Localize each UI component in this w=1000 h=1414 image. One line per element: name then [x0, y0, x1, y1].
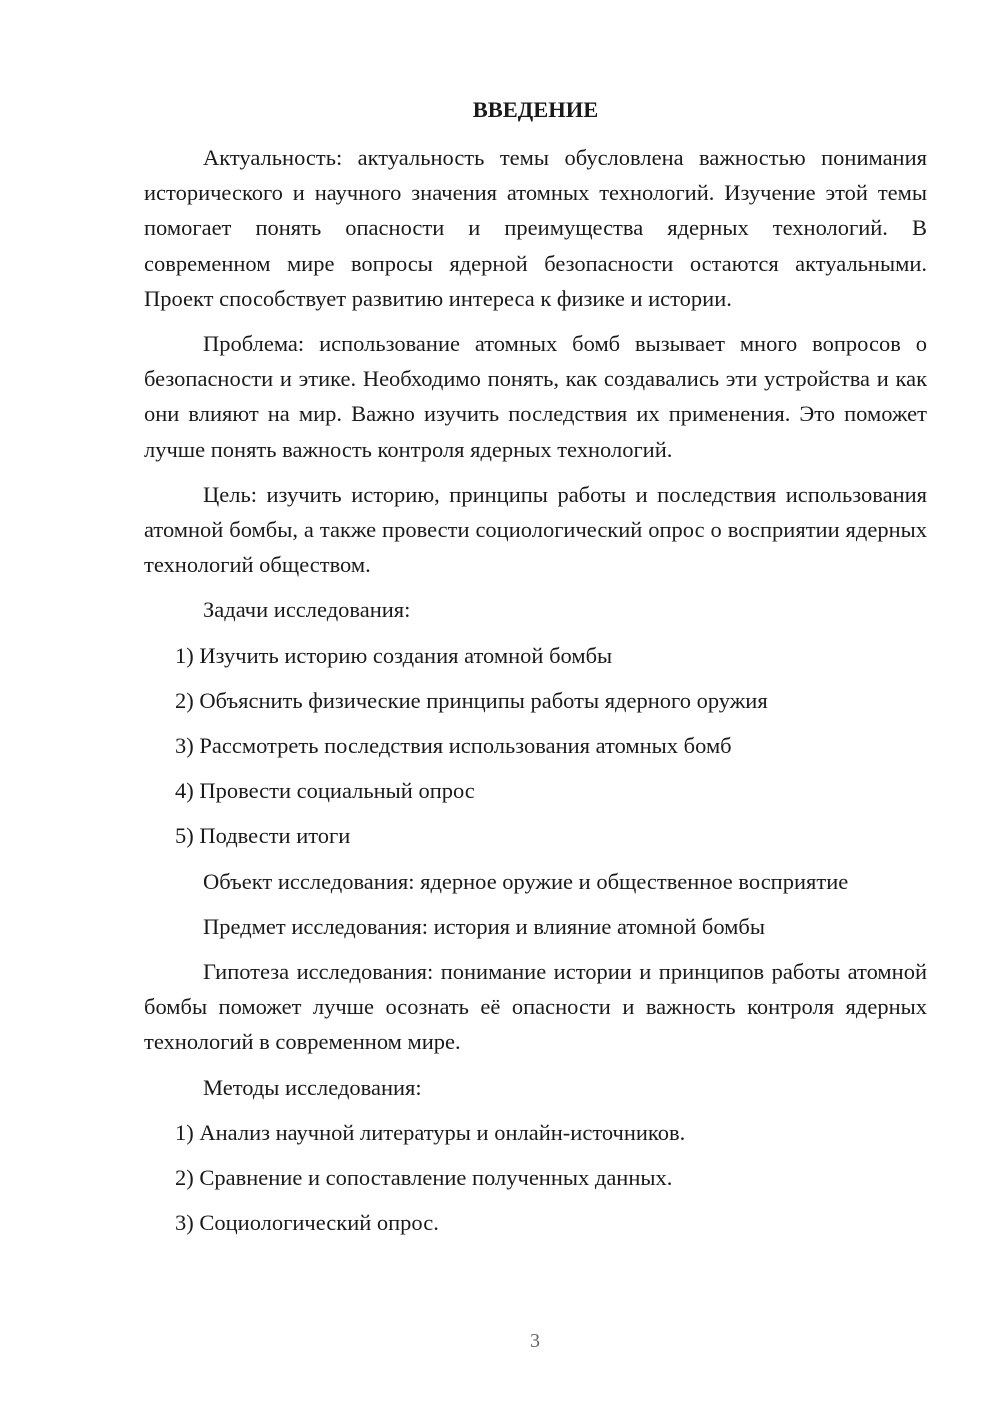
- research-object: Объект исследования: ядерное оружие и общественное восприятие: [203, 868, 849, 894]
- list-item: 4) Провести социальный опрос: [175, 778, 475, 804]
- document-page: [144, 92, 927, 1250]
- list-item: 3) Социологический опрос.: [175, 1210, 439, 1236]
- methods-list: [144, 1115, 927, 1241]
- hypothesis-paragraph: Гипотеза исследования: понимание истории и принципов работы атомной бомбы поможет лучше осознать её опасности и важность контроля ядерных технологий в современном мире.: [144, 959, 927, 1055]
- list-item: 3) Рассмотреть последствия использования атомных бомб: [175, 733, 732, 759]
- relevance-paragraph: Актуальность: актуальность темы обусловлена важностью понимания исторического и научного значения атомных технологий. Изучение этой темы помогает понять опасности и преимущества ядерных технологий. В современном мире вопросы ядерной безопасности остаются актуальными. Проект способствует развитию интереса к физике и истории.: [144, 145, 927, 311]
- goal-paragraph: Цель: изучить историю, принципы работы и последствия использования атомной бомбы, а также провести социологический опрос о восприятии ядерных технологий обществом.: [144, 481, 927, 578]
- section-heading: ВВЕДЕНИЕ: [472, 97, 599, 122]
- tasks-title: Задачи исследования:: [203, 597, 411, 623]
- list-item: 1) Изучить историю создания атомной бомбы: [175, 642, 613, 668]
- page-number: 3: [530, 1330, 540, 1352]
- list-item: 1) Анализ научной литературы и онлайн-источников.: [175, 1119, 686, 1145]
- list-item: 2) Объяснить физические принципы работы ядерного оружия: [175, 687, 768, 713]
- research-subject: Предмет исследования: история и влияние атомной бомбы: [203, 913, 765, 939]
- problem-paragraph: Проблема: использование атомных бомб вызывает много вопросов о безопасности и этике. Необходимо понять, как создавались эти устройства и как они влияют на мир. Важно изучить последствия их применения. Это поможет лучше понять важность контроля ядерных технологий.: [144, 331, 927, 462]
- methods-title: Методы исследования:: [203, 1074, 422, 1100]
- list-item: 5) Подвести итоги: [175, 823, 351, 849]
- list-item: 2) Сравнение и сопоставление полученных данных.: [175, 1165, 673, 1191]
- tasks-list: [144, 638, 927, 854]
